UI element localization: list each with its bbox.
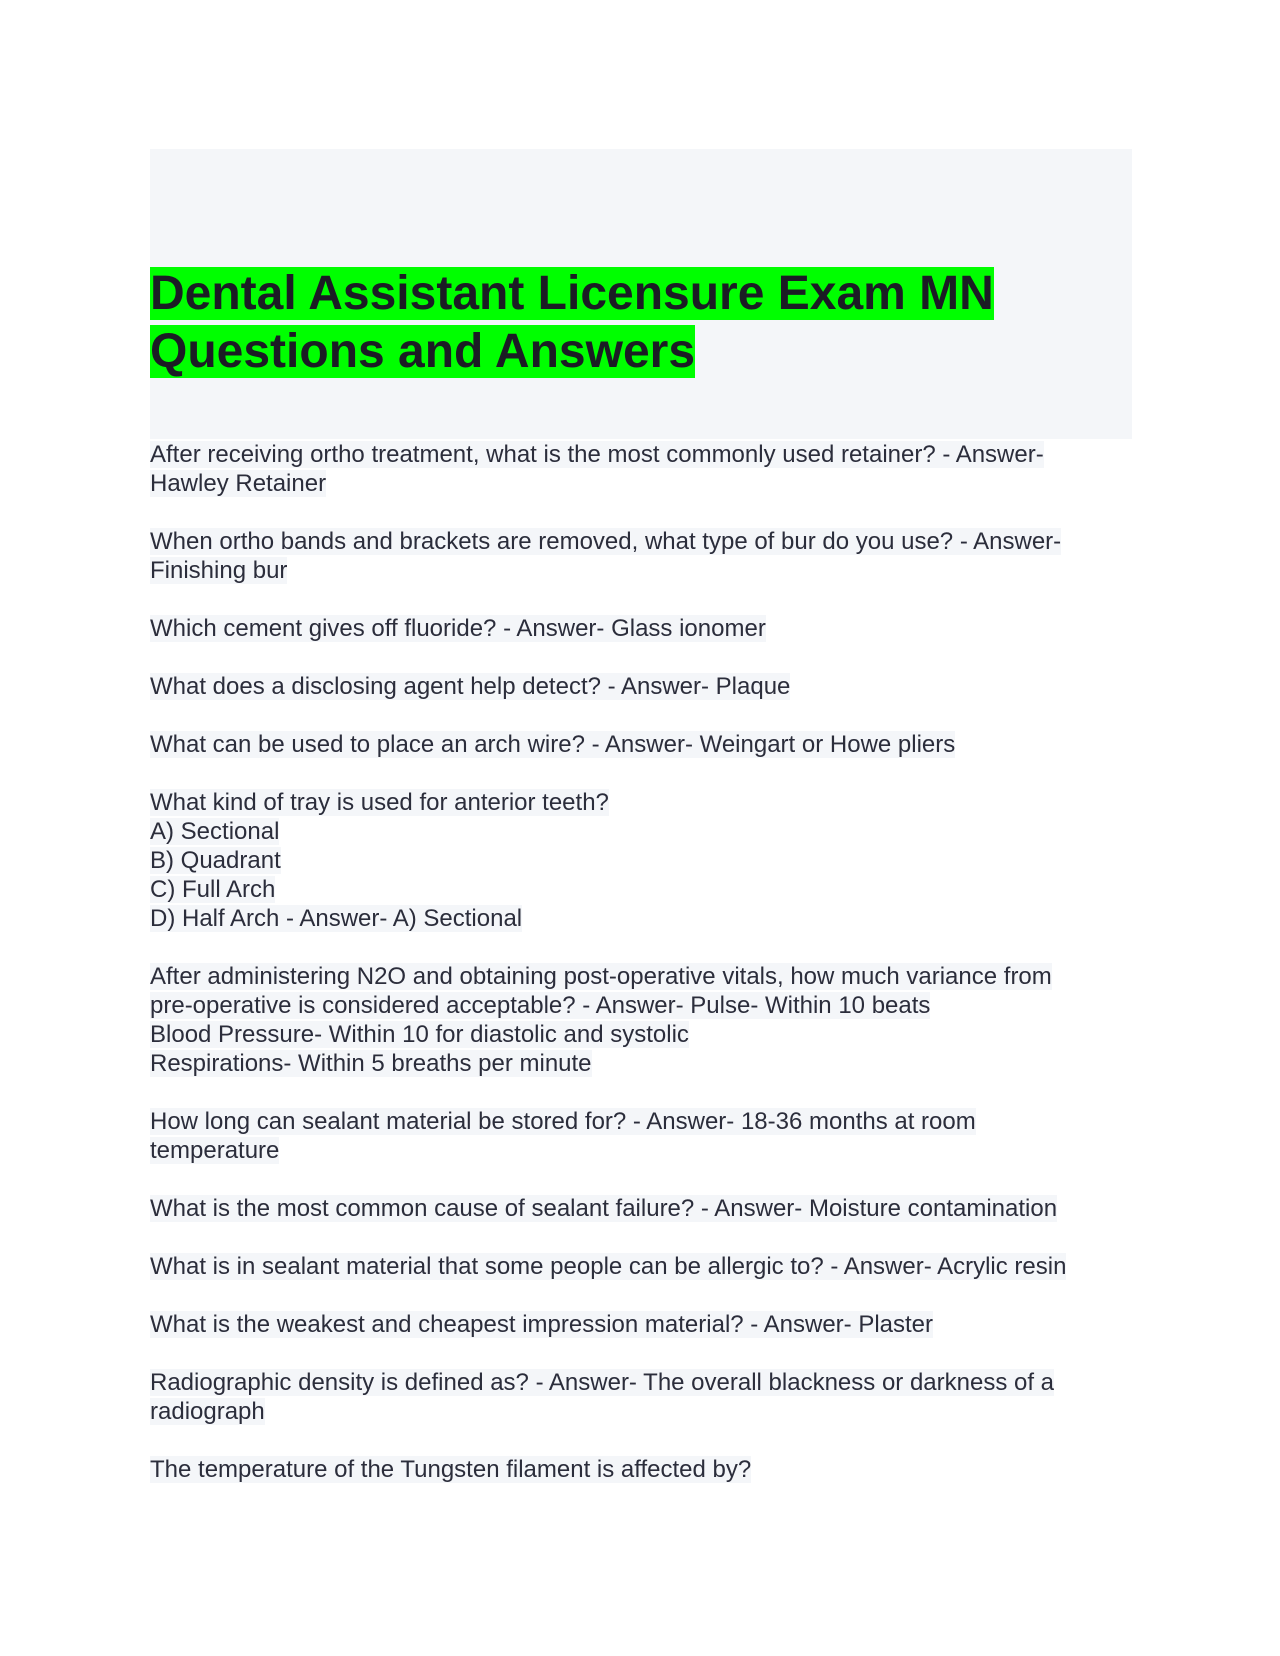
qa-line (150, 1310, 1130, 1339)
qa-item (150, 1368, 1130, 1426)
qa-line (150, 1397, 1130, 1426)
qa-line-text: What does a disclosing agent help detect? - Answer- Plaque (150, 673, 791, 700)
qa-line-text: Hawley Retainer (150, 470, 327, 497)
qa-line-text: The temperature of the Tungsten filament is affected by? (150, 1456, 752, 1483)
qa-line (150, 1107, 1130, 1136)
qa-line-text: radiograph (150, 1398, 265, 1425)
qa-line-text: pre-operative is considered acceptable? - Answer- Pulse- Within 10 beats (150, 992, 931, 1019)
qa-line (150, 1455, 1130, 1484)
qa-line-text: A) Sectional (150, 818, 280, 845)
qa-line (150, 904, 1130, 933)
qa-line-text: C) Full Arch (150, 876, 276, 903)
qa-line (150, 788, 1130, 817)
qa-item (150, 730, 1130, 759)
qa-line-text: What kind of tray is used for anterior teeth? (150, 789, 609, 816)
qa-item (150, 1310, 1130, 1339)
qa-line (150, 846, 1130, 875)
qa-line (150, 469, 1130, 498)
qa-line (150, 556, 1130, 585)
document-title-line-2: Questions and Answers (150, 325, 696, 378)
qa-item (150, 1107, 1130, 1165)
qa-line-text: What can be used to place an arch wire? - Answer- Weingart or Howe pliers (150, 731, 956, 758)
qa-line (150, 1049, 1130, 1078)
document-title (150, 265, 1140, 381)
qa-line (150, 1368, 1130, 1397)
qa-line-text: After administering N2O and obtaining post-operative vitals, how much variance from (150, 963, 1052, 990)
qa-line (150, 1020, 1130, 1049)
qa-line-text: temperature (150, 1137, 280, 1164)
qa-line (150, 1252, 1130, 1281)
qa-line (150, 1194, 1130, 1223)
qa-item (150, 788, 1130, 933)
qa-item (150, 1194, 1130, 1223)
document-title-line-1: Dental Assistant Licensure Exam MN (150, 267, 994, 320)
qa-line (150, 962, 1130, 991)
qa-line-text: What is the most common cause of sealant failure? - Answer- Moisture contamination (150, 1195, 1058, 1222)
qa-line-text: After receiving ortho treatment, what is the most commonly used retainer? - Answer- (150, 441, 1044, 468)
qa-line (150, 817, 1130, 846)
qa-line-text: Which cement gives off fluoride? - Answer- Glass ionomer (150, 615, 766, 642)
qa-line (150, 875, 1130, 904)
qa-line (150, 614, 1130, 643)
qa-line-text: When ortho bands and brackets are removed, what type of bur do you use? - Answer- (150, 528, 1062, 555)
qa-line-text: What is the weakest and cheapest impression material? - Answer- Plaster (150, 1311, 934, 1338)
qa-line-text: Radiographic density is defined as? - Answer- The overall blackness or darkness of a (150, 1369, 1055, 1396)
qa-line-text: Respirations- Within 5 breaths per minute (150, 1050, 592, 1077)
qa-item (150, 962, 1130, 1078)
qa-line (150, 672, 1130, 701)
qa-line (150, 527, 1130, 556)
qa-line-text: Blood Pressure- Within 10 for diastolic and systolic (150, 1021, 689, 1048)
qa-item (150, 672, 1130, 701)
qa-line-text: How long can sealant material be stored for? - Answer- 18-36 months at room (150, 1108, 976, 1135)
qa-item (150, 1252, 1130, 1281)
qa-item (150, 1455, 1130, 1484)
qa-line (150, 1136, 1130, 1165)
qa-line-text: B) Quadrant (150, 847, 281, 874)
qa-line (150, 440, 1130, 469)
qa-item (150, 527, 1130, 585)
qa-list (150, 440, 1130, 1513)
qa-line-text: What is in sealant material that some people can be allergic to? - Answer- Acrylic resin (150, 1253, 1067, 1280)
qa-item (150, 440, 1130, 498)
qa-line-text: Finishing bur (150, 557, 288, 584)
qa-line-text: D) Half Arch - Answer- A) Sectional (150, 905, 523, 932)
qa-item (150, 614, 1130, 643)
qa-line (150, 730, 1130, 759)
qa-line (150, 991, 1130, 1020)
